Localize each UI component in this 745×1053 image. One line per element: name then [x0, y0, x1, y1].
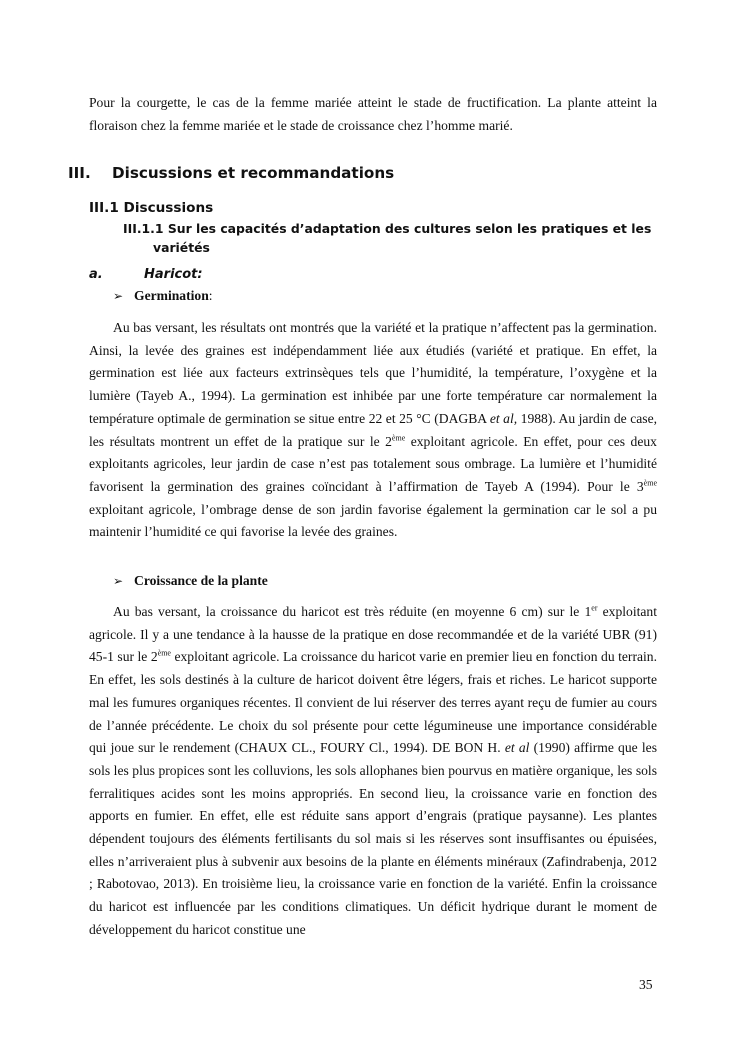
text-run: Au bas versant, les résultats ont montrés que la variété et la pratique n’affectent pas la germination. Ainsi, la levée des graines est indépendamment liée aux étudiés (variété et pratique. En effet, la germination est liée aux facteurs extrinsèques tels que l’humidité, la température, l’oxygène et la lumière (Tayeb A., 1994). La germination est inhibée par une forte température car normalement la température optimale de germination se situe entre 22 et 25 °C (DAGBA: [89, 320, 657, 426]
text-run: (1990) affirme que les sols les plus propices sont les colluvions, les sols allophanes bien pourvus en matière organique, les sols ferralitiques acides sont les moins appropriés. En second lieu, la croissance varie en fonction des apports en fumier. En effet, elle est réduite sans apport d’engrais (pratique paysanne). Les plantes dépendent toujours des éléments fertilisants du sol mais si les réserves sont insuffisantes ou épuisées, elles n’arriveraient plus à subvenir aux besoins de la plante en éléments minéraux (Zafindrabenja, 2012 ; Rabotovao, 2013). En troisième lieu, la croissance varie en fonction de la variété. Enfin la croissance du haricot est influencée par les conditions climatiques. Un déficit hydrique durant le moment de développement du haricot constitue une: [89, 740, 657, 937]
subsubsection-title-line1: Sur les capacités d’adaptation des cultures selon les pratiques et les: [167, 221, 652, 236]
arrow-bullet-icon: ➢: [113, 574, 124, 588]
superscript: ème: [157, 648, 171, 658]
superscript: ème: [643, 478, 657, 488]
text-run-italic: et al,: [489, 410, 518, 426]
superscript: er: [591, 603, 598, 613]
bullet-suffix: :: [208, 288, 213, 303]
section-number: III.: [68, 164, 91, 182]
subsection-heading: [89, 200, 213, 216]
arrow-bullet-icon: ➢: [113, 289, 124, 303]
subsection-title: Discussions: [123, 200, 214, 216]
crop-heading-letter: a.: [89, 267, 103, 282]
text-run: exploitant agricole. En effet, pour ces deux exploitants agricoles, leur jardin de case n’est pas totalement sous ombrage. La lumière et l’humidité favorisent la germination des graines coïncidant à l’affirmation de Tayeb A (1994). Pour le 3: [89, 433, 657, 494]
germination-paragraph: [89, 317, 657, 544]
text-run: Au bas versant, la croissance du haricot est très réduite (en moyenne 6 cm) sur le 1: [113, 604, 592, 619]
text-run: 1988). Au jardin de case, les résultats montrent un effet de la pratique sur le 2: [89, 410, 657, 449]
growth-bullet: [113, 573, 268, 589]
superscript: ème: [391, 432, 406, 442]
crop-heading-title: Haricot:: [144, 267, 203, 282]
crop-heading: [89, 267, 203, 282]
section-title: Discussions et recommandations: [112, 164, 395, 182]
subsubsection-heading: [123, 219, 663, 257]
text-run-italic: et al: [504, 740, 530, 756]
subsubsection-title-line2: variétés: [153, 240, 210, 255]
page-number: 35: [639, 977, 653, 992]
subsubsection-number: III.1.1: [123, 221, 164, 236]
text-run: exploitant agricole. La croissance du haricot varie en premier lieu en fonction du terrain. En effet, les sols destinés à la culture de haricot doivent être légers, frais et riches. Le haricot supporte mal les fumures organiques récentes. Il convient de lui réserver des terres ayant reçu de fumier au cours de l’année précédente. Le choix du sol présente pour cette légumineuse une importance considérable qui joue sur le rendement (CHAUX CL., FOURY Cl., 1994). DE BON H.: [89, 649, 657, 756]
section-heading: [68, 164, 394, 182]
bullet-label: Germination: [134, 288, 209, 303]
intro-paragraph: Pour la courgette, le cas de la femme mariée atteint le stade de fructification. La plante atteint la floraison chez la femme mariée et le stade de croissance chez l’homme marié.: [89, 95, 657, 133]
germination-bullet: [113, 288, 213, 304]
bullet-label: Croissance de la plante: [134, 573, 268, 588]
text-run: exploitant agricole. Il y a une tendance à la hausse de la pratique en dose recommandée et de la variété UBR (91) 45-1 sur le 2: [89, 604, 658, 665]
growth-paragraph: [89, 601, 657, 942]
text-run: exploitant agricole, l’ombrage dense de son jardin favorise également la germination car le sol a pu maintenir l’humidité ce qui favorise la levée des graines.: [89, 501, 657, 540]
subsection-number: III.1: [89, 200, 119, 216]
